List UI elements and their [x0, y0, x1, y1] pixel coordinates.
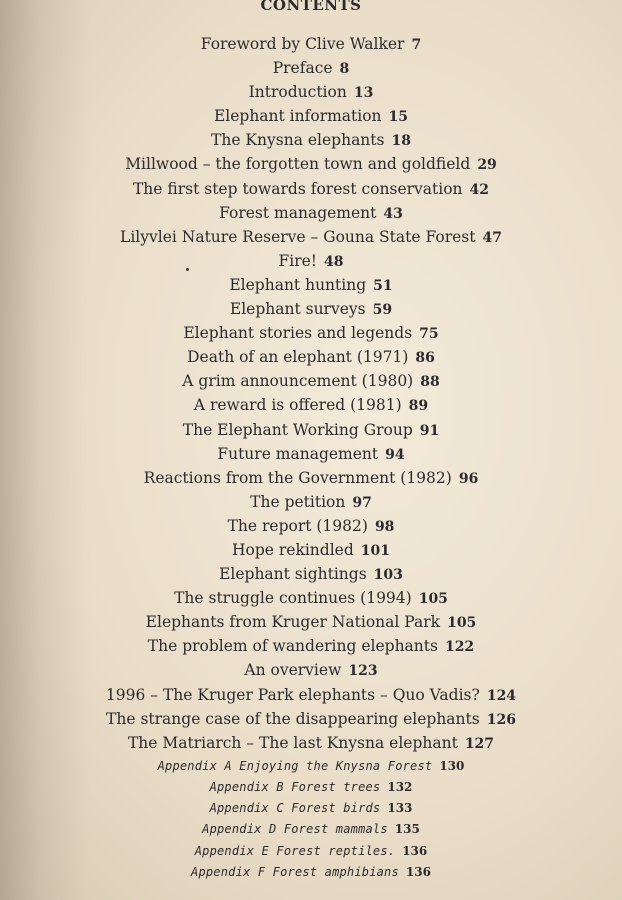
entry-page-number: 59 [372, 302, 393, 319]
entry-page-number: 105 [418, 591, 448, 608]
toc-entry [0, 273, 622, 297]
entry-title: The problem of wandering elephants [147, 637, 438, 656]
toc-entry [0, 683, 622, 707]
entry-page-number: 136 [402, 843, 428, 858]
toc-appendix-entry [0, 818, 622, 839]
entry-page-number: 43 [383, 205, 403, 222]
entry-title: 1996 – The Kruger Park elephants – Quo Vadis? [105, 685, 480, 704]
entry-title: An overview [244, 661, 342, 680]
entry-title: Elephant surveys [229, 300, 366, 319]
toc-appendix-entry [0, 797, 622, 818]
toc-entry [0, 249, 622, 273]
entry-title: The Matriarch – The last Knysna elephant [127, 733, 458, 752]
entry-page-number: 8 [339, 61, 350, 78]
entry-title: The struggle continues (1994) [174, 589, 412, 608]
entry-page-number: 51 [373, 277, 393, 294]
contents-heading: CONTENTS [260, 0, 362, 14]
entry-page-number: 132 [387, 780, 413, 794]
entry-page-number: 127 [464, 735, 495, 752]
toc-entry [0, 201, 622, 225]
toc-entry [0, 32, 622, 56]
entry-title: The strange case of the disappearing elephants [106, 709, 480, 728]
toc-entry [0, 393, 622, 417]
toc-entry [0, 610, 622, 634]
entry-title: Elephant sightings [219, 565, 367, 584]
entry-page-number: 103 [373, 567, 403, 584]
entry-title: Reactions from the Government (1982) [143, 468, 452, 487]
toc-entry [0, 225, 622, 249]
toc-entry [0, 345, 622, 369]
entry-title: Appendix B Forest trees [209, 780, 381, 794]
entry-title: The Knysna elephants [211, 131, 385, 150]
entry-page-number: 13 [353, 85, 374, 102]
toc-entry [0, 658, 622, 682]
entry-page-number: 94 [385, 446, 405, 463]
toc-entry [0, 177, 622, 201]
toc-appendix-entry [0, 861, 622, 882]
entry-title: Forest management [219, 203, 377, 222]
table-of-contents [0, 32, 622, 882]
entry-title: Introduction [248, 83, 347, 102]
entry-title: Death of an elephant (1971) [187, 348, 409, 367]
entry-page-number: 42 [469, 181, 490, 198]
entry-page-number: 97 [352, 494, 372, 511]
toc-entry [0, 514, 622, 538]
toc-entry [0, 538, 622, 562]
entry-page-number: 136 [405, 864, 431, 879]
entry-page-number: 75 [419, 326, 439, 343]
entry-title: The report (1982) [227, 516, 368, 535]
entry-page-number: 89 [408, 398, 429, 415]
entry-page-number: 126 [486, 711, 516, 728]
entry-page-number: 122 [444, 639, 475, 656]
toc-entry [0, 586, 622, 610]
toc-entry [0, 369, 622, 393]
toc-entry [0, 418, 622, 442]
entry-page-number: 98 [374, 518, 395, 535]
entry-title: A reward is offered (1981) [193, 396, 402, 415]
toc-appendix-entry [0, 840, 622, 861]
toc-entry [0, 634, 622, 658]
entry-title: Appendix A Enjoying the Knysna Forest [157, 758, 433, 773]
entry-title: The Elephant Working Group [182, 420, 413, 439]
entry-title: The petition [250, 492, 346, 511]
toc-entry [0, 490, 622, 514]
entry-title: Foreword by Clive Walker [200, 35, 405, 53]
entry-page-number: 124 [486, 687, 517, 704]
entry-title: Elephant hunting [229, 275, 367, 294]
toc-entry [0, 731, 622, 755]
toc-entry [0, 80, 622, 104]
entry-page-number: 91 [419, 422, 440, 439]
entry-title: A grim announcement (1980) [182, 372, 414, 391]
entry-page-number: 18 [391, 133, 411, 150]
entry-title: Elephants from Kruger National Park [145, 613, 441, 632]
toc-entry [0, 104, 622, 128]
entry-title: Fire! [278, 251, 318, 270]
entry-title: Appendix F Forest amphibians [191, 864, 399, 879]
entry-page-number: 7 [411, 37, 422, 53]
entry-page-number: 47 [482, 229, 502, 246]
toc-entry [0, 442, 622, 466]
entry-title: Millwood – the forgotten town and goldfield [125, 155, 471, 174]
entry-page-number: 29 [477, 157, 497, 174]
entry-title: Elephant information [213, 107, 382, 126]
entry-title: Future management [217, 444, 379, 463]
entry-page-number: 123 [348, 663, 378, 680]
entry-title: Appendix D Forest mammals [202, 822, 388, 837]
toc-entry [0, 297, 622, 321]
entry-title: The first step towards forest conservation [132, 179, 463, 198]
entry-page-number: 15 [388, 109, 409, 126]
entry-title: Elephant stories and legends [183, 324, 413, 343]
entry-page-number: 105 [447, 615, 477, 632]
entry-title: Appendix C Forest birds [209, 801, 381, 816]
toc-entry [0, 707, 622, 731]
toc-entry [0, 466, 622, 490]
entry-title: Appendix E Forest reptiles. [194, 843, 396, 858]
entry-page-number: 88 [420, 374, 440, 391]
entry-title: Preface [272, 59, 333, 78]
entry-page-number: 86 [415, 350, 435, 367]
entry-page-number: 133 [387, 801, 413, 816]
entry-page-number: 135 [394, 822, 420, 837]
entry-page-number: 48 [324, 253, 344, 270]
entry-page-number: 130 [439, 758, 465, 773]
toc-appendix-entry [0, 776, 622, 797]
toc-appendix-entry [0, 755, 622, 776]
toc-entry [0, 321, 622, 345]
entry-page-number: 96 [458, 470, 479, 487]
toc-entry [0, 56, 622, 80]
toc-entry [0, 562, 622, 586]
entry-page-number: 101 [360, 542, 390, 559]
toc-entry [0, 152, 622, 176]
entry-title: Lilyvlei Nature Reserve – Gouna State Forest [120, 227, 476, 246]
toc-entry [0, 128, 622, 152]
entry-title: Hope rekindled [232, 540, 354, 559]
